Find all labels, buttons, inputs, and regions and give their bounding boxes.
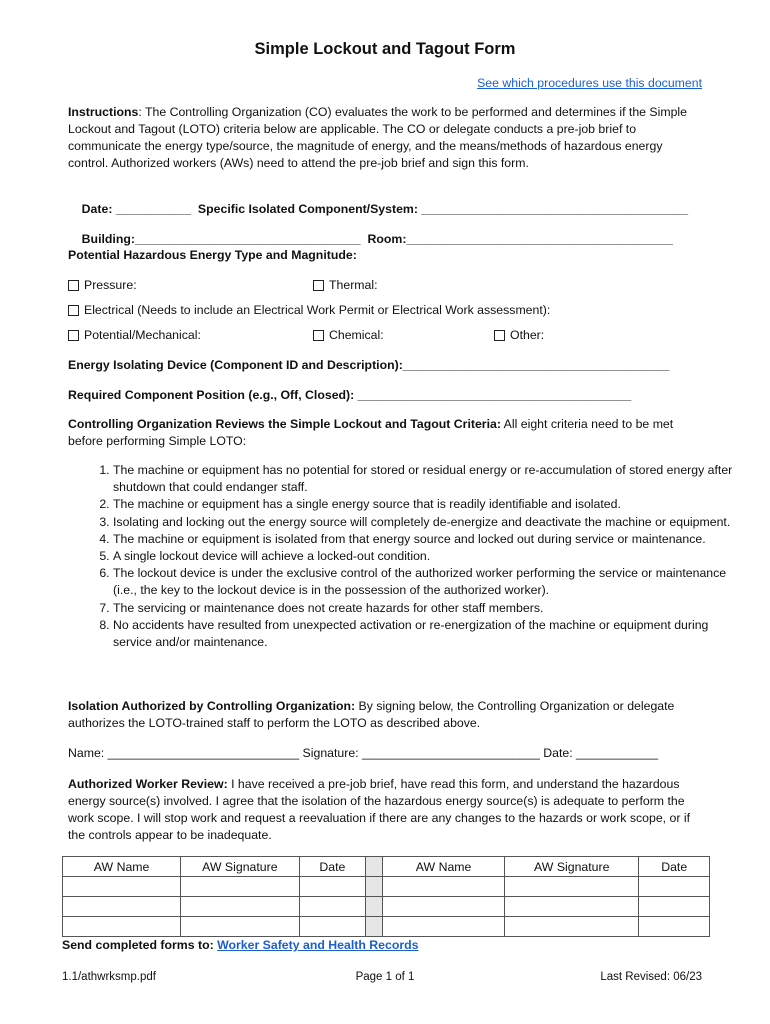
electrical-option[interactable] xyxy=(68,303,550,317)
table-header-row xyxy=(63,857,710,877)
thermal-checkbox[interactable] xyxy=(313,280,324,291)
table-cell[interactable] xyxy=(63,877,181,897)
date-field[interactable]: Date: ___________ xyxy=(81,202,192,216)
table-gap-column xyxy=(366,857,383,877)
table-row xyxy=(63,897,710,917)
thermal-label: Thermal: xyxy=(329,278,378,292)
electrical-checkbox[interactable] xyxy=(68,305,79,316)
criteria-item: 6. The lockout device is under the exclusive control of the authorized worker performing the service or maintenance (i.e., the key to the lockout device is in the possession of the authorized worker). xyxy=(113,565,735,599)
table-row xyxy=(63,917,710,937)
table-cell[interactable] xyxy=(505,877,639,897)
hazard-heading: Potential Hazardous Energy Type and Magnitude: xyxy=(68,248,357,262)
aw-review-text: I have received a pre-job brief, have read this form, and understand the hazardous energy source(s) involved. I agree that the isolation of the hazardous energy source(s) is adequate to perform the work scope. I will stop work and request a reevaluation if there are any changes to the hazards or work scope, or if the controls appear to be inadequate. xyxy=(68,777,690,842)
potential-label: Potential/Mechanical: xyxy=(84,328,201,342)
table-cell[interactable] xyxy=(63,917,181,937)
table-gap-cell xyxy=(366,897,383,917)
criteria-item: 8. No accidents have resulted from unexpected activation or re-energization of the machine or equipment during service and/or maintenance. xyxy=(113,617,735,651)
chemical-checkbox[interactable] xyxy=(313,330,324,341)
send-to-line xyxy=(62,938,418,952)
table-cell[interactable] xyxy=(383,877,505,897)
criteria-item: 3. Isolating and locking out the energy source will completely de-energize and deactivate the machine or equipment. xyxy=(113,514,735,531)
table-cell[interactable] xyxy=(639,877,710,897)
other-checkbox[interactable] xyxy=(494,330,505,341)
criteria-text: All eight criteria need to be met before performing Simple LOTO: xyxy=(68,417,674,448)
pressure-option[interactable] xyxy=(68,278,137,292)
potential-option[interactable] xyxy=(68,328,201,342)
table-cell[interactable] xyxy=(299,877,366,897)
instructions-paragraph xyxy=(68,104,704,172)
component-field[interactable]: Specific Isolated Component/System: _______________________________________ xyxy=(197,202,689,216)
instructions-label: Instructions xyxy=(68,105,139,119)
isolation-heading: Isolation Authorized by Controlling Organization: xyxy=(68,699,356,713)
col-aw-name: AW Name xyxy=(63,857,181,877)
col-aw-name: AW Name xyxy=(383,857,505,877)
required-position-field[interactable]: Required Component Position (e.g., Off, Closed): ________________________________________ xyxy=(68,388,632,402)
send-to-label: Send completed forms to: xyxy=(62,938,218,952)
criteria-item: 5. A single lockout device will achieve a locked-out condition. xyxy=(113,548,735,565)
signature-line[interactable]: Name: ____________________________ Signature: __________________________ Date: ____________ xyxy=(68,746,659,760)
isolation-paragraph xyxy=(68,698,704,732)
col-aw-signature: AW Signature xyxy=(505,857,639,877)
table-gap-cell xyxy=(366,877,383,897)
criteria-item: 1. The machine or equipment has no potential for stored or residual energy or re-accumulation of stored energy after shutdown that could endanger staff. xyxy=(113,462,735,496)
chemical-label: Chemical: xyxy=(329,328,384,342)
col-aw-signature: AW Signature xyxy=(181,857,299,877)
isolation-text: By signing below, the Controlling Organization or delegate authorizes the LOTO-trained staff to perform the LOTO as described above. xyxy=(68,699,675,730)
pressure-checkbox[interactable] xyxy=(68,280,79,291)
col-date: Date xyxy=(639,857,710,877)
table-cell[interactable] xyxy=(505,917,639,937)
table-cell[interactable] xyxy=(639,917,710,937)
criteria-list xyxy=(68,462,735,651)
col-date: Date xyxy=(299,857,366,877)
footer-filename: 1.1/athwrksmp.pdf xyxy=(62,971,156,983)
aw-signature-table xyxy=(62,856,710,937)
other-option[interactable] xyxy=(494,328,544,342)
table-cell[interactable] xyxy=(181,917,299,937)
procedures-link[interactable]: See which procedures use this document xyxy=(477,76,702,90)
table-cell[interactable] xyxy=(181,877,299,897)
aw-review-paragraph xyxy=(68,776,704,844)
chemical-option[interactable] xyxy=(313,328,384,342)
criteria-item: 7. The servicing or maintenance does not create hazards for other staff members. xyxy=(113,600,735,617)
table-cell[interactable] xyxy=(181,897,299,917)
table-cell[interactable] xyxy=(63,897,181,917)
table-cell[interactable] xyxy=(299,897,366,917)
building-field[interactable]: Building:_________________________________ xyxy=(81,232,361,246)
criteria-item: 4. The machine or equipment is isolated from that energy source and locked out during service or maintenance. xyxy=(113,531,735,548)
criteria-intro xyxy=(68,416,704,450)
footer-revised-date: Last Revised: 06/23 xyxy=(600,971,702,983)
footer-page-number: Page 1 of 1 xyxy=(355,971,415,983)
room-field[interactable]: Room:_______________________________________ xyxy=(367,232,674,246)
table-cell[interactable] xyxy=(505,897,639,917)
criteria-item: 2. The machine or equipment has a single energy source that is readily identifiable and isolated. xyxy=(113,496,735,513)
aw-review-heading: Authorized Worker Review: xyxy=(68,777,228,791)
table-cell[interactable] xyxy=(299,917,366,937)
page-title: Simple Lockout and Tagout Form xyxy=(254,40,516,58)
records-link[interactable]: Worker Safety and Health Records xyxy=(217,938,419,952)
table-cell[interactable] xyxy=(383,897,505,917)
isolating-device-field[interactable]: Energy Isolating Device (Component ID and Description):_______________________________________ xyxy=(68,358,670,372)
instructions-text: : The Controlling Organization (CO) evaluates the work to be performed and determines if the Simple Lockout and Tagout (LOTO) criteria below are applicable. The CO or delegate conducts a pre-job brief to communicate the energy type/source, the magnitude of energy, and the means/methods of hazardous energy control. Authorized workers (AWs) need to attend the pre-job brief and sign this form. xyxy=(68,105,687,170)
pressure-label: Pressure: xyxy=(84,278,137,292)
potential-checkbox[interactable] xyxy=(68,330,79,341)
table-cell[interactable] xyxy=(383,917,505,937)
table-cell[interactable] xyxy=(639,897,710,917)
table-row xyxy=(63,877,710,897)
electrical-label: Electrical (Needs to include an Electrical Work Permit or Electrical Work assessment): xyxy=(84,303,551,317)
thermal-option[interactable] xyxy=(313,278,378,292)
other-label: Other: xyxy=(510,328,545,342)
table-gap-cell xyxy=(366,917,383,937)
criteria-heading: Controlling Organization Reviews the Simple Lockout and Tagout Criteria: xyxy=(68,417,501,431)
